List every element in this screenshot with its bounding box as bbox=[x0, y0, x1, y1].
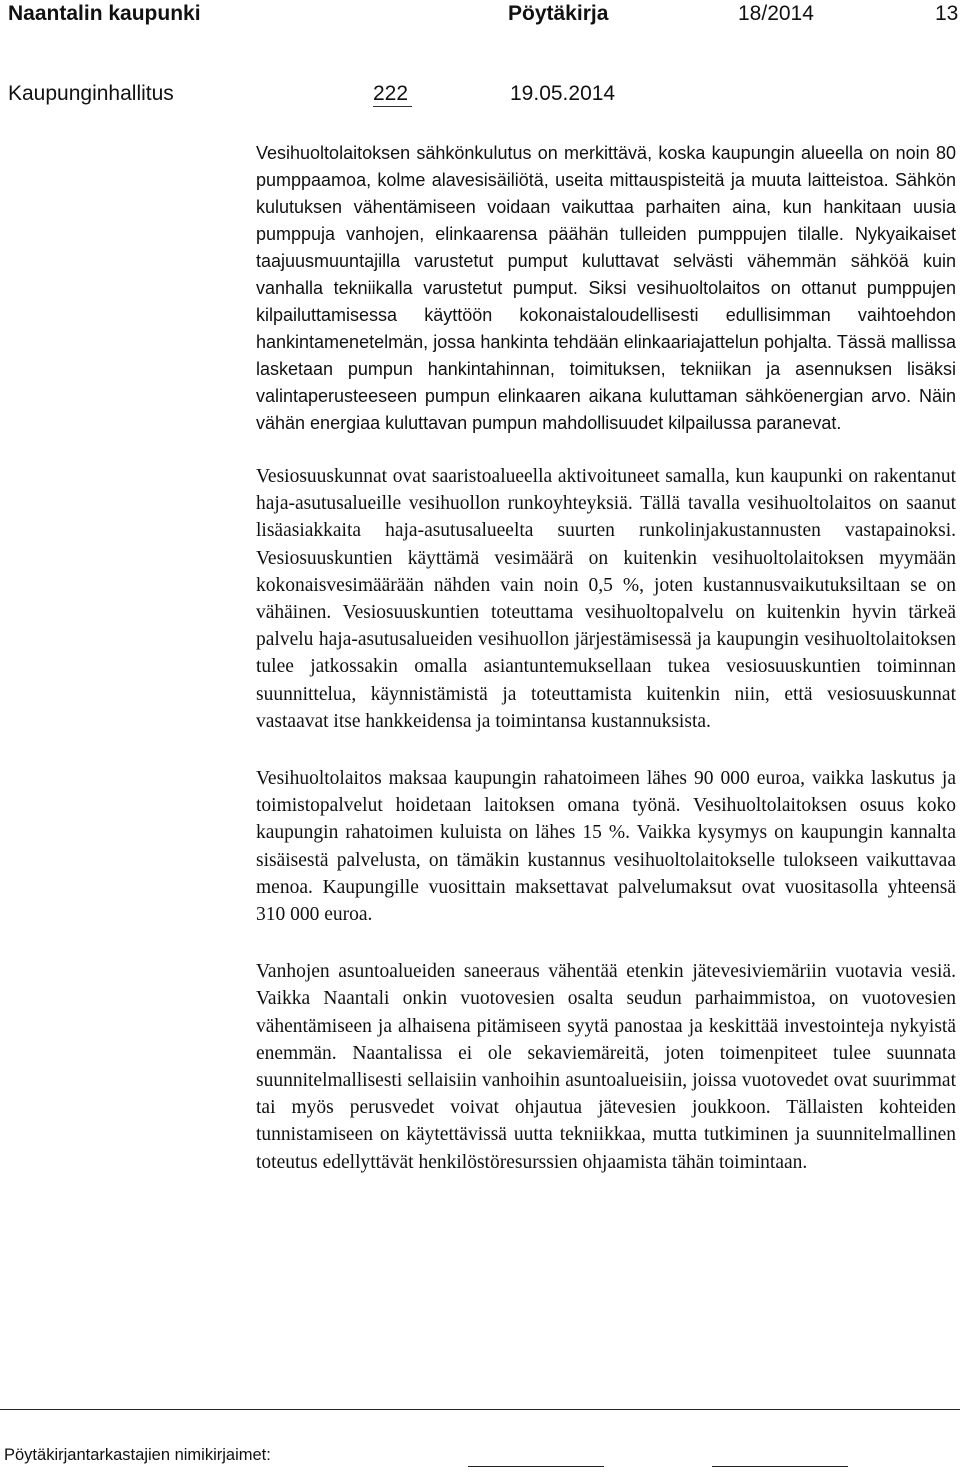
document-number: 18/2014 bbox=[738, 2, 814, 25]
paragraph-electricity: Vesihuoltolaitoksen sähkönkulutus on merkittävä, koska kaupungin alueella on noin 80 pumppaamoa, kolme alavesisäiliötä, useita mittauspisteitä ja muuta laitteistoa. Sähkön kulutuksen vähentämiseen voidaan vaikuttaa parhaiten aina, kun hankitaan uusia pumppuja vanhojen, elinkaarensa päähän tulleiden pumppujen tilalle. Nykyaikaiset taajuusmuuntajilla varustetut pumput kuluttavat selvästi vähemmän sähköä kuin vanhalla tekniikalla varustetut pumput. Siksi vesihuoltolaitos on ottanut pumppujen kilpailuttamisessa käyttöön kokonaistaloudellisesti edullisimman vaihtoehdon hankintamenetelmän, jossa hankinta tehdään elinkaariajattelun pohjalta. Tässä mallissa lasketaan pumpun hankintahinnan, toimituksen, tekniikan ja asennuksen lisäksi valintaperusteeseen pumpun elinkaaren aikana kuluttaman sähköenergian arvo. Näin vähän energiaa kuluttavan pumpun mahdollisuudet kilpailussa paranevat. bbox=[256, 143, 956, 433]
meeting-date: 19.05.2014 bbox=[510, 82, 616, 105]
paragraph-finance-costs: Vesihuoltolaitos maksaa kaupungin rahatoimeen lähes 90 000 euroa, vaikka laskutus ja toimistopalvelut hoidetaan laitoksen omana työnä. Vesihuoltolaitoksen osuus koko kaupungin rahatoimen kuluista on lähes 15 %. Vaikka kysymys on kaupungin kannalta sisäisestä palvelusta, on tämäkin kustannus vesihuoltolaitokselle tulokseen vaikuttavaa menoa. Kaupungille vuosittain maksettavat palvelumaksut ovat vuositasolla yhteensä 310 000 euroa. bbox=[256, 768, 956, 926]
section-number: 222 bbox=[373, 82, 412, 107]
meeting-info bbox=[0, 82, 960, 110]
signature-line-1 bbox=[468, 1466, 604, 1467]
page-header bbox=[0, 0, 960, 30]
signature-label: Pöytäkirjantarkastajien nimikirjaimet: bbox=[4, 1446, 271, 1464]
signature-line-2 bbox=[712, 1466, 848, 1467]
governing-body: Kaupunginhallitus bbox=[8, 82, 174, 105]
paragraph-leakage-water: Vanhojen asuntoalueiden saneeraus vähentää etenkin jätevesiviemäriin vuotavia vesiä. Vaikka Naantali onkin vuotovesien osalta seudun parhaimmistoa, on vuotovesien vähentämiseen ja alhaisena pitämiseen syytä panostaa ja keskittää investointeja nykyistä enemmän. Naantalissa ei ole sekaviemäreitä, joten toimenpiteet tulee suunnata suunnitelmallisesti sellaisiin vanhoihin asuntoalueisiin, joissa vuotovedet ovat suurimmat tai myös perusvedet voivat ohjautua jätevesien joukkoon. Tällaisten kohteiden tunnistamiseen on käytettävissä uutta tekniikkaa, mutta tutkiminen ja suunnitelmallinen toteutus edellyttävät henkilöstöresurssien ohjaamista tähän toimintaan. bbox=[256, 961, 956, 1173]
document-body bbox=[256, 140, 956, 1206]
document-type: Pöytäkirja bbox=[508, 2, 609, 25]
paragraph-water-cooperatives: Vesiosuuskunnat ovat saaristoalueella aktivoituneet samalla, kun kaupunki on rakentanut haja-asutusalueille vesihuollon runkoyhteyksiä. Tällä tavalla vesihuoltolaitos on saanut lisäasiakkaita haja-asutusalueelta suurten runkolinjakustannusten vastapainoksi. Vesiosuuskuntien käyttämä vesimäärä on kuitenkin vesihuoltolaitoksen myymään kokonaisvesimäärään nähden vain noin 0,5 %, joten kustannusvaikutuksiltaan se on vähäinen. Vesiosuuskuntien toteuttama vesihuoltopalvelu on kuitenkin hyvin tärkeä palvelu haja-asutusalueiden vesihuollon järjestämisessä ja kaupungin vesihuoltolaitoksen tulee jatkossakin omalla asiantuntemuksellaan tukea vesiosuuskuntien toiminnan suunnittelua, käynnistämistä ja toteuttamista kuitenkin niin, että vesiosuuskunnat vastaavat itse hankkeidensa ja toimintansa kustannuksista. bbox=[256, 466, 956, 732]
municipality-name: Naantalin kaupunki bbox=[8, 2, 201, 25]
footer-divider bbox=[0, 1409, 960, 1410]
page-number: 13 bbox=[935, 2, 959, 25]
